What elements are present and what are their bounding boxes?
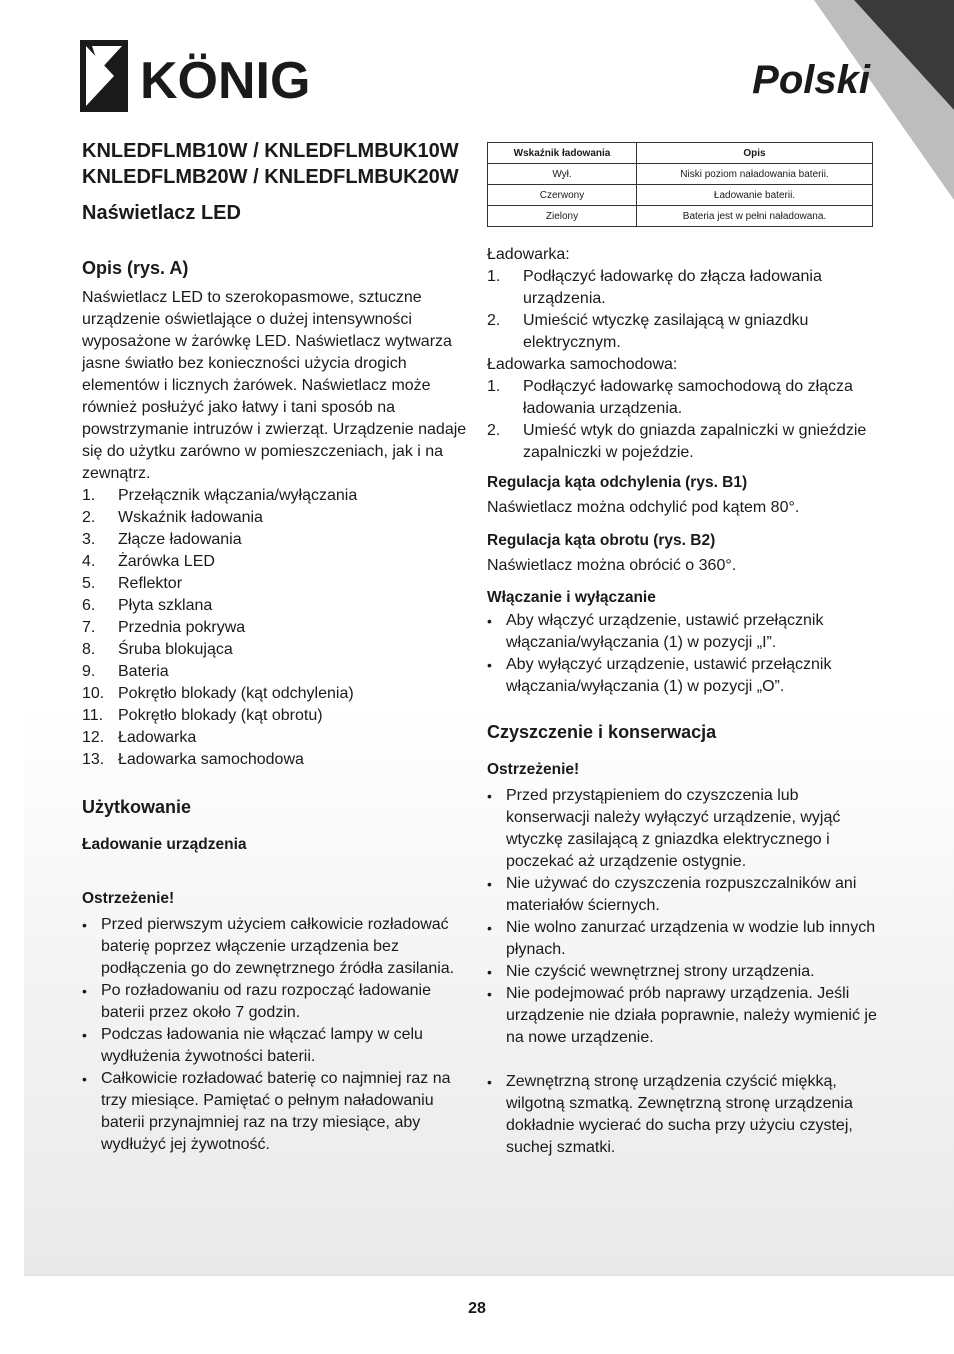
footer-divider [24, 1275, 954, 1276]
bullet-icon: • [82, 1027, 87, 1043]
desc-heading: Opis (rys. A) [82, 258, 189, 278]
item-text: Aby wyłączyć urządzenie, ustawić przełącznik włączania/wyłączania (1) w pozycji „O”. [506, 656, 832, 695]
list-item [82, 551, 472, 573]
item-text: Płyta szklana [118, 597, 213, 614]
list-item [82, 1068, 472, 1156]
item-text: Nie używać do czyszczenia rozpuszczalników ani materiałów ściernych. [506, 875, 857, 914]
item-number: 10. [82, 685, 105, 702]
list-item [487, 266, 877, 310]
cleaning-extra-list [487, 1071, 877, 1159]
item-text: Pokrętło blokady (kąt odchylenia) [118, 685, 354, 702]
car-charger-steps [487, 376, 877, 464]
bullet-icon: • [487, 876, 492, 892]
bullet-icon: • [82, 917, 87, 933]
list-item [487, 785, 877, 873]
list-item [487, 420, 877, 464]
item-text: Nie podejmować prób naprawy urządzenia. Jeśli urządzenie nie działa poprawnie, należy wymienić je na nowe urządzenie. [506, 985, 877, 1046]
charger-steps [487, 266, 877, 354]
list-item [82, 683, 472, 705]
list-item [487, 983, 877, 1049]
list-item [82, 573, 472, 595]
item-text: Wskaźnik ładowania [118, 509, 263, 526]
warning-heading: Ostrzeżenie! [82, 890, 175, 907]
model-line-2: KNLEDFLMB20W / KNLEDFLMBUK20W [82, 166, 459, 188]
item-number: 8. [82, 641, 96, 658]
charger-label: Ładowarka: [487, 246, 570, 263]
list-item [82, 617, 472, 639]
item-text: Nie wolno zanurzać urządzenia w wodzie lub innych płynach. [506, 919, 876, 958]
item-text: Ładowarka [118, 729, 197, 746]
item-text: Śruba blokująca [118, 641, 233, 658]
item-text: Ładowarka samochodowa [118, 751, 304, 768]
bullet-icon: • [487, 920, 492, 936]
list-item [487, 961, 877, 983]
model-line-1: KNLEDFLMB10W / KNLEDFLMBUK10W [82, 140, 459, 162]
rotation-heading: Regulacja kąta obrotu (rys. B2) [487, 532, 716, 549]
cleaning-warning: Ostrzeżenie! [487, 761, 580, 778]
onoff-list [487, 610, 877, 698]
item-text: Reflektor [118, 575, 183, 592]
charging-indicator-table [487, 142, 873, 227]
list-item [487, 376, 877, 420]
table-header-description: Opis [637, 143, 873, 164]
parts-list [82, 485, 472, 771]
list-item [487, 310, 877, 354]
car-charger-label: Ładowarka samochodowa: [487, 356, 678, 373]
list-item [82, 1024, 472, 1068]
item-text: Podłączyć ładowarkę do złącza ładowania urządzenia. [523, 268, 822, 307]
item-number: 11. [82, 707, 104, 724]
table-row [488, 185, 873, 206]
table-row [488, 164, 873, 185]
bullet-icon: • [487, 613, 492, 629]
tilt-heading: Regulacja kąta odchylenia (rys. B1) [487, 474, 748, 491]
item-number: 7. [82, 619, 96, 636]
item-text: Nie czyścić wewnętrznej strony urządzenia. [506, 963, 815, 980]
item-text: Żarówka LED [118, 553, 215, 570]
list-item [487, 873, 877, 917]
left-column [82, 138, 472, 1156]
list-item [82, 661, 472, 683]
item-number: 13. [82, 751, 105, 768]
item-number: 2. [82, 509, 96, 526]
bullet-icon: • [82, 983, 87, 999]
list-item [487, 917, 877, 961]
list-item [487, 610, 877, 654]
cleaning-list [487, 785, 877, 1049]
table-cell: Czerwony [488, 185, 637, 206]
bullet-icon: • [82, 1071, 87, 1087]
bullet-icon: • [487, 788, 492, 804]
item-text: Aby włączyć urządzenie, ustawić przełącznik włączania/wyłączania (1) w pozycji „I”. [506, 612, 824, 651]
desc-text: Naświetlacz LED to szerokopasmowe, sztuczne urządzenie oświetlające o dużej intensywności wyposażone w żarówkę LED. Naświetlacz wytwarza jasne światło bez konieczności użycia drogich elementów i licznych żarówek. Naświetlacz może również posłużyć jako łatwy i tani sposób na powstrzymanie intruzów i zwierząt. Urządzenie nadaje się do użytku zarówno w pomieszczeniach, jak i na zewnątrz. [82, 289, 467, 482]
list-item [82, 980, 472, 1024]
item-text: Złącze ładowania [118, 531, 242, 548]
item-text: Podczas ładowania nie włączać lampy w celu wydłużenia żywotności baterii. [101, 1026, 423, 1065]
product-name: Naświetlacz LED [82, 202, 241, 224]
list-item [487, 654, 877, 698]
list-item [82, 485, 472, 507]
usage-heading: Użytkowanie [82, 797, 192, 817]
list-item: • Zewnętrzną stronę urządzenia czyścić miękką, wilgotną szmatką. Zewnętrzną stronę urządzenia dokładnie wycierać do sucha przy użyciu czystej, suchej szmatki. [487, 1071, 877, 1159]
tilt-text: Naświetlacz można odchylić pod kątem 80°. [487, 499, 800, 516]
item-number: 6. [82, 597, 96, 614]
rotation-text: Naświetlacz można obrócić o 360°. [487, 557, 737, 574]
item-number: 1. [487, 378, 501, 395]
item-number: 1. [487, 268, 501, 285]
item-text: Umieścić wtyczkę zasilającą w gniazdku elektrycznym. [523, 312, 809, 351]
list-item [82, 639, 472, 661]
item-number: 9. [82, 663, 96, 680]
logo-text: KÖNIG [140, 52, 311, 110]
item-text: Umieść wtyk do gniazda zapalniczki w gnieździe zapalniczki w pojeździe. [523, 422, 867, 461]
list-item [82, 595, 472, 617]
item-text: Przed pierwszym użyciem całkowicie rozładować baterię poprzez włączenie urządzenia bez podłączenia go do zewnętrznego źródła zasilania. [101, 916, 455, 977]
bullet-icon: • [487, 964, 492, 980]
list-item [82, 529, 472, 551]
bullet-icon: • [487, 657, 492, 673]
item-text: Po rozładowaniu od razu rozpocząć ładowanie baterii przez około 7 godzin. [101, 982, 431, 1021]
table-cell: Bateria jest w pełni naładowana. [637, 206, 873, 227]
item-text: Bateria [118, 663, 169, 680]
list-item [82, 727, 472, 749]
table-cell: Wył. [488, 164, 637, 185]
konig-logo [80, 40, 340, 114]
list-item [82, 914, 472, 980]
item-text: Pokrętło blokady (kąt obrotu) [118, 707, 323, 724]
table-cell: Zielony [488, 206, 637, 227]
item-text: Całkowicie rozładować baterię co najmniej raz na trzy miesiące. Pamiętać o pełnym naładowaniu baterii przynajmniej raz na trzy miesiące, aby wydłużyć jej żywotność. [101, 1070, 451, 1153]
item-number: 12. [82, 729, 105, 746]
bullet-icon: • [487, 986, 492, 1002]
cleaning-extra-text: Zewnętrzną stronę urządzenia czyścić miękką, wilgotną szmatką. Zewnętrzną stronę urządzenia dokładnie wycierać do sucha przy użyciu czystej, suchej szmatki. [506, 1073, 853, 1156]
item-number: 1. [82, 487, 96, 504]
item-text: Przełącznik włączania/wyłączania [118, 487, 358, 504]
warnings-list [82, 914, 472, 1156]
list-item [82, 705, 472, 727]
item-number: 2. [487, 422, 501, 439]
charging-heading: Ładowanie urządzenia [82, 836, 247, 853]
list-item [82, 749, 472, 771]
item-number: 4. [82, 553, 96, 570]
item-number: 2. [487, 312, 501, 329]
page-number: 28 [468, 1300, 486, 1317]
table-cell: Ładowanie baterii. [637, 185, 873, 206]
onoff-heading: Włączanie i wyłączanie [487, 589, 656, 606]
cleaning-heading: Czyszczenie i konserwacja [487, 722, 717, 742]
list-item [82, 507, 472, 529]
right-column [487, 241, 877, 1159]
item-number: 3. [82, 531, 96, 548]
language-title: Polski [752, 58, 870, 102]
item-text: Przednia pokrywa [118, 619, 246, 636]
item-number: 5. [82, 575, 96, 592]
item-text: Podłączyć ładowarkę samochodową do złącza ładowania urządzenia. [523, 378, 853, 417]
table-row [488, 206, 873, 227]
table-cell: Niski poziom naładowania baterii. [637, 164, 873, 185]
table-header-indicator: Wskaźnik ładowania [488, 143, 637, 164]
item-text: Przed przystąpieniem do czyszczenia lub konserwacji należy wyłączyć urządzenie, wyjąć wtyczkę zasilającą z gniazdka elektrycznego i poczekać aż urządzenie ostygnie. [506, 787, 841, 870]
